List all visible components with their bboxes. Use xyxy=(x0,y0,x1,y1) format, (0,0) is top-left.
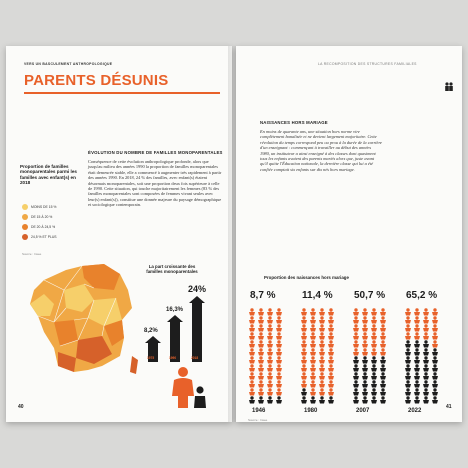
baby-figure-icon xyxy=(275,364,283,372)
baby-figure-icon xyxy=(361,332,369,340)
baby-figure-icon xyxy=(370,324,378,332)
baby-figure-icon xyxy=(379,332,387,340)
baby-figure-icon xyxy=(422,396,430,404)
legend-label: DE 15 À 20 % xyxy=(31,215,53,219)
right-running-header: LA RECOMPOSITION DES STRUCTURES FAMILIALES xyxy=(318,62,417,66)
baby-figure-icon xyxy=(431,308,439,316)
pictogram-year: 1980 xyxy=(304,408,318,414)
baby-figure-icon xyxy=(309,316,317,324)
legend-item xyxy=(22,234,57,240)
baby-figure-icon xyxy=(370,340,378,348)
baby-figure-icon xyxy=(413,348,421,356)
growth-bar-year: 2018 xyxy=(191,356,199,360)
baby-figure-icon xyxy=(422,388,430,396)
baby-figure-icon xyxy=(300,340,308,348)
france-map xyxy=(24,260,142,380)
legend-label: DE 20 À 24,5 % xyxy=(31,225,56,229)
baby-figure-icon xyxy=(266,324,274,332)
baby-figure-icon xyxy=(379,380,387,388)
baby-figure-icon xyxy=(379,348,387,356)
baby-figure-icon xyxy=(431,396,439,404)
baby-figure-icon xyxy=(431,364,439,372)
baby-figure-icon xyxy=(352,364,360,372)
family-icon xyxy=(444,82,454,91)
baby-figure-icon xyxy=(275,332,283,340)
baby-figure-icon xyxy=(327,396,335,404)
baby-figure-icon xyxy=(300,356,308,364)
baby-figure-icon xyxy=(361,396,369,404)
baby-figure-icon xyxy=(300,324,308,332)
baby-figure-icon xyxy=(404,372,412,380)
legend-label: MOINS DE 15 % xyxy=(31,205,57,209)
baby-figure-icon xyxy=(318,388,326,396)
baby-figure-icon xyxy=(309,364,317,372)
baby-figure-icon xyxy=(404,364,412,372)
baby-figure-icon xyxy=(379,396,387,404)
baby-figure-icon xyxy=(361,388,369,396)
pictogram-year: 2007 xyxy=(356,408,370,414)
baby-figure-icon xyxy=(300,308,308,316)
baby-figure-icon xyxy=(248,308,256,316)
baby-figure-icon xyxy=(379,356,387,364)
baby-figure-icon xyxy=(413,316,421,324)
growth-bar-year: 1990 xyxy=(169,356,177,360)
baby-figure-icon xyxy=(431,388,439,396)
baby-figure-icon xyxy=(370,380,378,388)
baby-figure-icon xyxy=(352,348,360,356)
baby-figure-icon xyxy=(379,324,387,332)
baby-figure-icon xyxy=(248,348,256,356)
baby-figure-icon xyxy=(431,356,439,364)
page-title: PARENTS DÉSUNIS xyxy=(24,72,169,89)
baby-figure-icon xyxy=(361,364,369,372)
baby-figure-icon xyxy=(275,380,283,388)
baby-figure-icon xyxy=(431,380,439,388)
baby-figure-icon xyxy=(327,308,335,316)
body-text: Conséquence de cette évolution anthropologique profonde, alors que jusqu'au milieu des années 1990 la proportion de familles monoparentales était demeurée stable, elle a commencé à augmenter très rapidement à partir des années 1990. En 2018, 24 % des familles, avec enfant(s) étaient désormais monoparentales, soit une proportion deux fois supérieure à celle de 1990. Cette situation, qui touche majoritairement les femmes (83 % des familles monoparentales sont composées de femmes vivant seules avec leur(s) enfant(s)), constitue une donnée majeure du paysage démographique et sociologique contemporain. xyxy=(88,159,222,208)
legend-item xyxy=(22,224,55,230)
baby-figure-icon xyxy=(275,388,283,396)
baby-figure-icon xyxy=(327,372,335,380)
baby-figure-icon xyxy=(422,340,430,348)
legend-item xyxy=(22,214,52,220)
baby-figure-icon xyxy=(413,372,421,380)
baby-figure-icon xyxy=(257,340,265,348)
baby-figure-icon xyxy=(413,340,421,348)
baby-figure-icon xyxy=(248,388,256,396)
baby-figure-icon xyxy=(379,308,387,316)
baby-figure-icon xyxy=(422,332,430,340)
baby-figure-icon xyxy=(431,348,439,356)
baby-figure-icon xyxy=(309,356,317,364)
growth-bar-arrow xyxy=(167,315,183,322)
baby-figure-icon xyxy=(327,332,335,340)
baby-figure-icon xyxy=(257,388,265,396)
baby-figure-icon xyxy=(404,356,412,364)
baby-figure-icon xyxy=(413,356,421,364)
baby-figure-icon xyxy=(257,364,265,372)
baby-figure-icon xyxy=(431,316,439,324)
baby-figure-icon xyxy=(318,364,326,372)
magazine-spread xyxy=(6,46,462,422)
baby-figure-icon xyxy=(379,316,387,324)
baby-figure-icon xyxy=(352,340,360,348)
baby-figure-icon xyxy=(361,372,369,380)
baby-figure-icon xyxy=(370,372,378,380)
baby-figure-icon xyxy=(361,340,369,348)
baby-figure-icon xyxy=(404,316,412,324)
legend-item xyxy=(22,204,56,210)
growth-bar-arrow xyxy=(145,336,161,343)
baby-figure-icon xyxy=(318,316,326,324)
baby-figure-icon xyxy=(327,388,335,396)
baby-figure-icon xyxy=(318,380,326,388)
baby-figure-icon xyxy=(361,356,369,364)
map-title: Proportion de familles monoparentales parmi les familles avec enfant(s) en 2018 xyxy=(20,164,77,186)
section-title-naissances: NAISSANCES HORS MARIAGE xyxy=(260,120,328,125)
growth-bar-year: 1975 xyxy=(147,356,155,360)
baby-figure-icon xyxy=(309,388,317,396)
legend-label: 24,5 % ET PLUS xyxy=(31,235,57,239)
section-title: ÉVOLUTION DU NOMBRE DE FAMILLES MONOPARENTALES xyxy=(88,150,223,155)
pictogram-year: 2022 xyxy=(408,408,422,414)
baby-figure-icon xyxy=(379,388,387,396)
right-source: Source : Insee xyxy=(248,418,268,422)
pictogram-year: 1946 xyxy=(252,408,266,414)
bar-chart-title: La part croissante des familles monoparentales xyxy=(146,264,198,275)
baby-figure-icon xyxy=(266,348,274,356)
baby-figure-icon xyxy=(318,396,326,404)
baby-figure-icon xyxy=(248,372,256,380)
baby-figure-icon xyxy=(257,332,265,340)
growth-bar-value: 16,3% xyxy=(166,307,184,314)
baby-figure-icon xyxy=(266,388,274,396)
baby-figure-icon xyxy=(309,348,317,356)
baby-figure-icon xyxy=(327,324,335,332)
baby-figure-icon xyxy=(309,396,317,404)
baby-figure-icon xyxy=(300,388,308,396)
left-page-number: 40 xyxy=(18,404,24,410)
baby-figure-icon xyxy=(352,332,360,340)
baby-figure-icon xyxy=(352,356,360,364)
baby-figure-icon xyxy=(309,324,317,332)
baby-figure-icon xyxy=(309,332,317,340)
baby-figure-icon xyxy=(361,316,369,324)
baby-figure-icon xyxy=(352,372,360,380)
growth-bar-value: 24% xyxy=(188,284,207,294)
baby-figure-icon xyxy=(413,364,421,372)
baby-figure-icon xyxy=(318,340,326,348)
baby-figure-icon xyxy=(404,348,412,356)
baby-figure-icon xyxy=(327,348,335,356)
baby-figure-icon xyxy=(318,308,326,316)
baby-figure-icon xyxy=(422,348,430,356)
baby-figure-icon xyxy=(431,324,439,332)
baby-figure-icon xyxy=(422,364,430,372)
baby-figure-icon xyxy=(431,332,439,340)
baby-figure-icon xyxy=(309,308,317,316)
baby-figure-icon xyxy=(275,316,283,324)
baby-figure-icon xyxy=(266,332,274,340)
baby-figure-icon xyxy=(431,340,439,348)
baby-figure-icon xyxy=(404,388,412,396)
baby-figure-icon xyxy=(275,340,283,348)
baby-figure-icon xyxy=(361,308,369,316)
baby-figure-icon xyxy=(275,348,283,356)
baby-figure-icon xyxy=(266,340,274,348)
baby-figure-icon xyxy=(379,372,387,380)
baby-figure-icon xyxy=(361,380,369,388)
baby-figure-icon xyxy=(300,372,308,380)
baby-figure-icon xyxy=(318,372,326,380)
pictogram-percentage: 11,4 % xyxy=(302,290,333,301)
baby-figure-icon xyxy=(248,332,256,340)
baby-figure-icon xyxy=(370,332,378,340)
baby-figure-icon xyxy=(275,308,283,316)
pictogram-chart-title: Proportion des naissances hors mariage xyxy=(264,275,349,280)
naissances-body-text: En moins de quarante ans, une situation hors norme vire complètement banalisée et ne devient largement majoritaire. Cette révolution du temps correspond peu ou prou à la durée de la carrière d'un enseignant : commençant à travailler au début des années 1980, un instituteur a ainsi enseigné à des classes dont quasiment tous les enfants avaient des parents mariés alors que, juste avant qu'il quitte l'Éducation nationale, la dernière classe qui lui a été confiée comptait six enfants sur dix nés hors mariage. xyxy=(260,129,382,172)
baby-figure-icon xyxy=(327,356,335,364)
baby-figure-icon xyxy=(413,388,421,396)
baby-figure-icon xyxy=(309,372,317,380)
baby-figure-icon xyxy=(327,316,335,324)
baby-figure-icon xyxy=(413,380,421,388)
baby-figure-icon xyxy=(266,356,274,364)
left-running-header: VERS UN BASCULEMENT ANTHROPOLOGIQUE xyxy=(24,62,113,66)
map-source: Source : Insee xyxy=(22,252,42,256)
right-page-number: 41 xyxy=(446,404,452,410)
baby-figure-icon xyxy=(266,316,274,324)
baby-figure-icon xyxy=(275,356,283,364)
baby-figure-icon xyxy=(370,356,378,364)
baby-figure-icon xyxy=(370,364,378,372)
baby-figure-icon xyxy=(257,396,265,404)
title-rule xyxy=(24,92,220,94)
baby-figure-icon xyxy=(370,348,378,356)
growth-bar xyxy=(192,302,202,362)
baby-figure-icon xyxy=(404,396,412,404)
baby-figure-icon xyxy=(413,324,421,332)
baby-figure-icon xyxy=(327,364,335,372)
baby-figure-icon xyxy=(257,316,265,324)
baby-figure-icon xyxy=(300,332,308,340)
baby-figure-icon xyxy=(379,364,387,372)
baby-figure-icon xyxy=(275,396,283,404)
growth-bar-value: 8,2% xyxy=(144,327,158,334)
baby-figure-icon xyxy=(266,396,274,404)
baby-figure-icon xyxy=(404,332,412,340)
baby-figure-icon xyxy=(309,340,317,348)
baby-figure-icon xyxy=(266,364,274,372)
baby-figure-icon xyxy=(431,372,439,380)
baby-figure-icon xyxy=(257,348,265,356)
baby-figure-icon xyxy=(413,396,421,404)
baby-figure-icon xyxy=(327,380,335,388)
baby-figure-icon xyxy=(352,324,360,332)
legend-swatch xyxy=(22,234,28,240)
baby-figure-icon xyxy=(413,308,421,316)
pictogram-percentage: 65,2 % xyxy=(406,290,438,301)
baby-figure-icon xyxy=(404,324,412,332)
baby-figure-icon xyxy=(248,340,256,348)
baby-figure-icon xyxy=(257,308,265,316)
baby-figure-icon xyxy=(257,380,265,388)
right-page xyxy=(236,46,462,422)
baby-figure-icon xyxy=(404,340,412,348)
baby-figure-icon xyxy=(248,364,256,372)
baby-figure-icon xyxy=(257,372,265,380)
baby-figure-icon xyxy=(361,348,369,356)
baby-figure-icon xyxy=(370,308,378,316)
baby-figure-icon xyxy=(379,340,387,348)
baby-figure-icon xyxy=(422,380,430,388)
baby-figure-icon xyxy=(248,356,256,364)
baby-figure-icon xyxy=(300,380,308,388)
baby-figure-icon xyxy=(318,324,326,332)
baby-figure-icon xyxy=(361,324,369,332)
baby-figure-icon xyxy=(352,316,360,324)
baby-figure-icon xyxy=(352,380,360,388)
baby-figure-icon xyxy=(266,372,274,380)
baby-figure-icon xyxy=(318,356,326,364)
baby-figure-icon xyxy=(300,364,308,372)
baby-figure-icon xyxy=(300,396,308,404)
baby-figure-icon xyxy=(370,316,378,324)
baby-figure-icon xyxy=(422,324,430,332)
baby-figure-icon xyxy=(300,348,308,356)
legend-swatch xyxy=(22,204,28,210)
baby-figure-icon xyxy=(422,356,430,364)
baby-figure-icon xyxy=(370,396,378,404)
left-page xyxy=(6,46,232,422)
baby-figure-icon xyxy=(422,316,430,324)
baby-figure-icon xyxy=(352,396,360,404)
baby-figure-icon xyxy=(422,372,430,380)
baby-figure-icon xyxy=(422,308,430,316)
baby-figure-icon xyxy=(404,308,412,316)
baby-figure-icon xyxy=(266,308,274,316)
baby-figure-icon xyxy=(248,380,256,388)
baby-figure-icon xyxy=(257,356,265,364)
baby-figure-icon xyxy=(318,348,326,356)
baby-figure-icon xyxy=(318,332,326,340)
pictogram-percentage: 8,7 % xyxy=(250,290,276,301)
pictogram-percentage: 50,7 % xyxy=(354,290,386,301)
baby-figure-icon xyxy=(404,380,412,388)
baby-figure-icon xyxy=(352,308,360,316)
baby-figure-icon xyxy=(413,332,421,340)
baby-figure-icon xyxy=(248,316,256,324)
baby-figure-icon xyxy=(370,388,378,396)
baby-figure-icon xyxy=(248,396,256,404)
baby-figure-icon xyxy=(275,324,283,332)
baby-figure-icon xyxy=(327,340,335,348)
baby-figure-icon xyxy=(300,316,308,324)
legend-swatch xyxy=(22,224,28,230)
baby-figure-icon xyxy=(257,324,265,332)
baby-figure-icon xyxy=(309,380,317,388)
baby-figure-icon xyxy=(248,324,256,332)
baby-figure-icon xyxy=(275,372,283,380)
baby-figure-icon xyxy=(352,388,360,396)
legend-swatch xyxy=(22,214,28,220)
parent-child-icon xyxy=(168,366,210,410)
growth-bar-arrow xyxy=(189,296,205,303)
baby-figure-icon xyxy=(266,380,274,388)
